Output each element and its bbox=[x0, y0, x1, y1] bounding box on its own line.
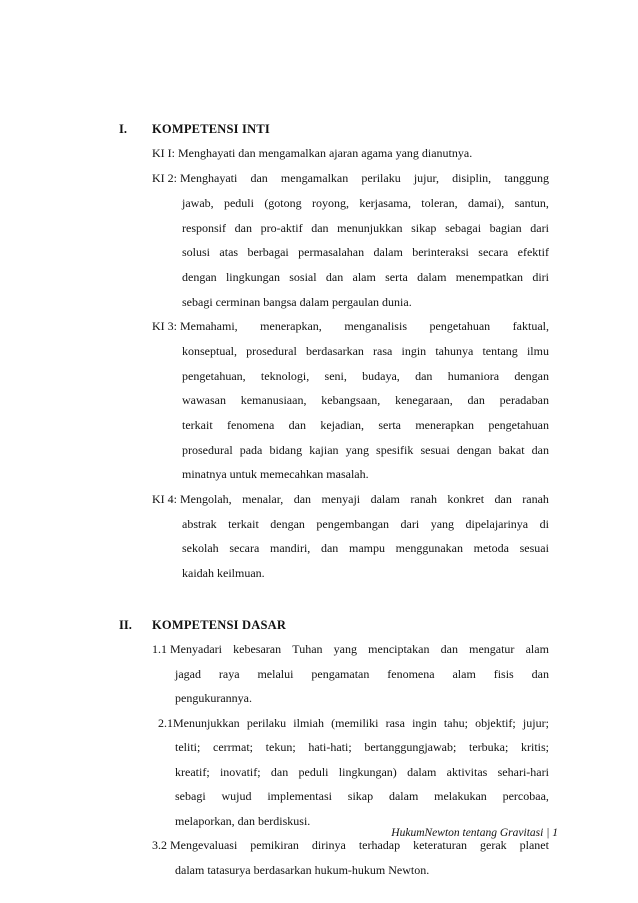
word: ilmu bbox=[526, 344, 549, 358]
word: rasa bbox=[373, 344, 393, 358]
word: dan bbox=[234, 221, 252, 235]
word: kebesaran bbox=[233, 642, 282, 656]
word: sesuai bbox=[519, 541, 549, 555]
kd21-line-4 bbox=[175, 789, 549, 804]
word: KI 3: Memahami, bbox=[152, 319, 238, 333]
word: mengatur bbox=[469, 642, 515, 656]
word: sosial bbox=[289, 270, 317, 284]
word: bakat bbox=[498, 443, 525, 457]
ki2-line-6: sebagi cerminan bangsa dalam pergaulan dunia. bbox=[182, 295, 412, 309]
word: kritis; bbox=[520, 740, 549, 754]
section-1-title: KOMPETENSI INTI bbox=[152, 122, 270, 136]
word: (gotong bbox=[264, 196, 302, 210]
word: santun, bbox=[514, 196, 549, 210]
word: jagad bbox=[175, 667, 201, 681]
word: berbagai bbox=[247, 245, 289, 259]
word: dari bbox=[400, 517, 420, 531]
word: inovatif; bbox=[219, 765, 261, 779]
word: percobaa, bbox=[502, 789, 549, 803]
word: Tuhan bbox=[292, 642, 323, 656]
word: dan bbox=[311, 221, 329, 235]
word: menyaji bbox=[321, 492, 361, 506]
word: wujud bbox=[221, 789, 252, 803]
word: seni, bbox=[324, 369, 347, 383]
word: permasalahan bbox=[298, 245, 365, 259]
word: dan bbox=[494, 492, 512, 506]
word: terbuka; bbox=[468, 740, 509, 754]
word: pengembangan bbox=[316, 517, 390, 531]
word: 1.1 Menyadari bbox=[152, 642, 222, 656]
word: menganalisis bbox=[344, 319, 407, 333]
word: alam bbox=[525, 642, 549, 656]
word: dan bbox=[250, 171, 268, 185]
word: ranah bbox=[410, 492, 437, 506]
word: dirinya bbox=[311, 838, 346, 852]
word: yang bbox=[333, 642, 357, 656]
word: peradaban bbox=[499, 393, 549, 407]
kd11-line-2 bbox=[175, 667, 549, 682]
word: ingin bbox=[412, 716, 437, 730]
kd21-line-1 bbox=[158, 716, 549, 731]
word: dalam bbox=[407, 765, 437, 779]
word: 3.2 Mengevaluasi bbox=[152, 838, 238, 852]
word: planet bbox=[519, 838, 549, 852]
ki1-line: KI I: Menghayati dan mengamalkan ajaran agama yang dianutnya. bbox=[152, 146, 473, 160]
word: dengan bbox=[514, 369, 549, 383]
word: kreatif; bbox=[175, 765, 210, 779]
word: kejadian, bbox=[320, 418, 364, 432]
word: secara bbox=[229, 541, 260, 555]
word: dalam bbox=[373, 245, 403, 259]
word: peduli bbox=[298, 765, 329, 779]
ki3-line-7: minatnya untuk memecahkan masalah. bbox=[182, 467, 369, 481]
word: atas bbox=[219, 245, 239, 259]
word: 2.1Menunjukkan bbox=[158, 716, 240, 730]
word: menerapkan bbox=[415, 418, 474, 432]
word: sekolah bbox=[182, 541, 219, 555]
word: ingin bbox=[401, 344, 427, 358]
word: dalam bbox=[370, 492, 400, 506]
ki2-line-5 bbox=[182, 270, 549, 285]
word: budaya, bbox=[362, 369, 400, 383]
word: dan bbox=[531, 443, 549, 457]
word: konkret bbox=[447, 492, 485, 506]
word: rasa bbox=[385, 716, 405, 730]
word: sesuai bbox=[420, 443, 450, 457]
word: dan bbox=[270, 765, 289, 779]
word: menunjukkan bbox=[337, 221, 403, 235]
section-2-title: KOMPETENSI DASAR bbox=[152, 618, 287, 632]
word: dengan bbox=[182, 270, 217, 284]
ki3-line-5 bbox=[182, 418, 549, 433]
kd21-line-2 bbox=[175, 740, 549, 755]
word: pro-aktif bbox=[260, 221, 303, 235]
word: dan bbox=[415, 369, 433, 383]
word: hati-hati; bbox=[308, 740, 352, 754]
word: dan bbox=[531, 667, 549, 681]
word: kerjasama, bbox=[359, 196, 411, 210]
word: teknologi, bbox=[260, 369, 310, 383]
word: toleran, bbox=[421, 196, 458, 210]
word: dan bbox=[467, 393, 485, 407]
ki4-line-4: kaidah keilmuan. bbox=[182, 566, 265, 580]
ki3-line-1 bbox=[152, 319, 549, 334]
word: menalar, bbox=[242, 492, 284, 506]
word: sebagai bbox=[445, 221, 482, 235]
ki4-line-2 bbox=[182, 517, 549, 532]
word: KI 2: Menghayati bbox=[152, 171, 238, 185]
word: serta bbox=[378, 418, 401, 432]
kd21-line-3 bbox=[175, 765, 549, 780]
word: objektif; bbox=[475, 716, 516, 730]
kd11-line-1 bbox=[152, 642, 549, 657]
word: terkait bbox=[228, 517, 259, 531]
word: dan bbox=[288, 418, 306, 432]
kd11-line-3: pengukurannya. bbox=[175, 691, 252, 705]
word: KI 4: Mengolah, bbox=[152, 492, 232, 506]
word: dari bbox=[530, 221, 549, 235]
word: konseptual, bbox=[182, 344, 237, 358]
kd32-line-2: dalam tatasurya berdasarkan hukum-hukum Newton. bbox=[175, 863, 430, 877]
word: prosedural bbox=[182, 443, 233, 457]
word: dengan bbox=[270, 517, 305, 531]
kd21-line-5: melaporkan, dan berdiskusi. bbox=[175, 814, 311, 828]
word: cerrmat; bbox=[213, 740, 253, 754]
word: fisis bbox=[493, 667, 514, 681]
word: tahu; bbox=[443, 716, 468, 730]
word: perilaku bbox=[361, 171, 401, 185]
word: royong, bbox=[311, 196, 349, 210]
word: melakukan bbox=[434, 789, 487, 803]
word: fenomena bbox=[227, 418, 275, 432]
word: sikap bbox=[411, 221, 437, 235]
kd32-line-1 bbox=[152, 838, 549, 853]
word: dalam bbox=[388, 789, 419, 803]
word: dalam bbox=[417, 270, 447, 284]
word: tekun; bbox=[265, 740, 296, 754]
word: kebangsaan, bbox=[321, 393, 381, 407]
word: tahunya bbox=[435, 344, 474, 358]
word: damai), bbox=[467, 196, 505, 210]
word: pengamatan bbox=[311, 667, 370, 681]
word: dan bbox=[293, 492, 312, 506]
word: kenegaraan, bbox=[395, 393, 453, 407]
word: sehari-hari bbox=[497, 765, 549, 779]
word: kajian bbox=[309, 443, 339, 457]
word: menempatkan bbox=[455, 270, 524, 284]
ki2-line-1 bbox=[152, 171, 549, 186]
word: ranah bbox=[522, 492, 549, 506]
word: gerak bbox=[480, 838, 507, 852]
ki2-line-3 bbox=[182, 221, 549, 236]
ki3-line-6 bbox=[182, 443, 549, 458]
word: berinteraksi bbox=[412, 245, 469, 259]
word: menggunakan bbox=[395, 541, 463, 555]
word: bagian bbox=[489, 221, 522, 235]
word: pengetahuan, bbox=[182, 369, 246, 383]
word: mampu bbox=[348, 541, 385, 555]
word: jujur, bbox=[413, 171, 440, 185]
word: mengamalkan bbox=[280, 171, 349, 185]
word: berdasarkan bbox=[305, 344, 364, 358]
ki2-line-2 bbox=[182, 196, 549, 211]
word: yang bbox=[430, 517, 455, 531]
word: prosedural bbox=[246, 344, 297, 358]
word: bidang bbox=[269, 443, 303, 457]
word: dengan bbox=[456, 443, 492, 457]
word: implementasi bbox=[267, 789, 332, 803]
ki3-line-3 bbox=[182, 369, 549, 384]
word: dan bbox=[440, 642, 458, 656]
word: secara bbox=[478, 245, 509, 259]
page-footer: HukumNewton tentang Gravitasi | 1 bbox=[391, 827, 558, 839]
word: perilaku bbox=[246, 716, 287, 730]
word: abstrak bbox=[182, 517, 217, 531]
word: alam bbox=[452, 667, 476, 681]
word: teliti; bbox=[175, 740, 201, 754]
word: yang bbox=[345, 443, 369, 457]
word: efektif bbox=[517, 245, 549, 259]
word: diri bbox=[532, 270, 549, 284]
word: jawab, bbox=[182, 196, 214, 210]
word: tentang bbox=[482, 344, 518, 358]
word: dipelajarinya bbox=[465, 517, 529, 531]
word: pengetahuan bbox=[429, 319, 491, 333]
word: pengetahuan bbox=[488, 418, 549, 432]
section-2-number: II. bbox=[119, 618, 132, 632]
ki4-line-3 bbox=[182, 541, 549, 556]
word: pemikiran bbox=[250, 838, 299, 852]
ki3-line-4 bbox=[182, 393, 549, 408]
word: sikap bbox=[347, 789, 374, 803]
word: menerapkan, bbox=[260, 319, 322, 333]
word: di bbox=[539, 517, 549, 531]
word: raya bbox=[218, 667, 240, 681]
word: tanggung bbox=[504, 171, 549, 185]
word: wawasan bbox=[182, 393, 226, 407]
word: humaniora bbox=[447, 369, 500, 383]
word: aktivitas bbox=[446, 765, 488, 779]
word: sebagi bbox=[175, 789, 206, 803]
ki2-line-4 bbox=[182, 245, 549, 260]
word: bertanggungjawab; bbox=[364, 740, 457, 754]
word: terkait bbox=[182, 418, 213, 432]
section-1-number: I. bbox=[119, 122, 127, 136]
word: alam bbox=[352, 270, 376, 284]
word: solusi bbox=[182, 245, 211, 259]
word: mandiri, bbox=[269, 541, 311, 555]
word: terhadap bbox=[358, 838, 401, 852]
word: responsif bbox=[182, 221, 226, 235]
ki3-line-2 bbox=[182, 344, 549, 359]
word: fenomena bbox=[387, 667, 435, 681]
word: ilmiah bbox=[293, 716, 324, 730]
word: jujur; bbox=[522, 716, 549, 730]
word: metoda bbox=[473, 541, 509, 555]
word: lingkungan bbox=[225, 270, 280, 284]
word: kemanusiaan, bbox=[240, 393, 307, 407]
word: spesifik bbox=[376, 443, 414, 457]
word: faktual, bbox=[512, 319, 549, 333]
ki4-line-1 bbox=[152, 492, 549, 507]
word: serta bbox=[385, 270, 408, 284]
word: dan bbox=[325, 270, 344, 284]
word: dan bbox=[320, 541, 339, 555]
word: pada bbox=[239, 443, 263, 457]
word: keteraturan bbox=[413, 838, 468, 852]
word: disiplin, bbox=[452, 171, 492, 185]
word: (memiliki bbox=[331, 716, 379, 730]
word: lingkungan) bbox=[338, 765, 397, 779]
word: menciptakan bbox=[368, 642, 430, 656]
word: peduli bbox=[223, 196, 254, 210]
word: melalui bbox=[257, 667, 294, 681]
